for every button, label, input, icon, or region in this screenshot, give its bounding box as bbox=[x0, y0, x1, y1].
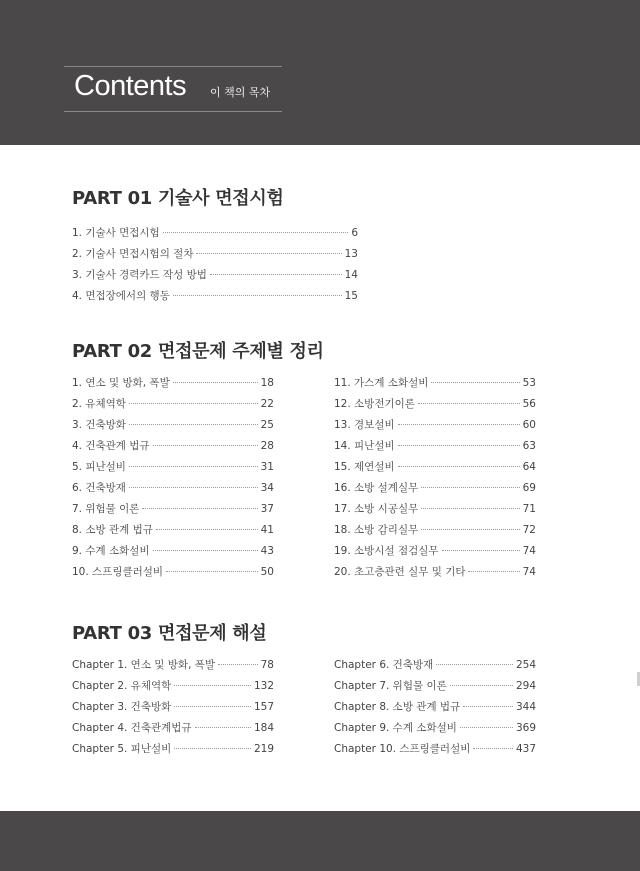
toc-entry-page: 437 bbox=[515, 743, 536, 755]
dot-leader bbox=[174, 706, 251, 707]
toc-entry[interactable] bbox=[72, 478, 274, 499]
toc-entry-text: 16. 소방 설계실무 bbox=[334, 482, 419, 494]
toc-entry[interactable] bbox=[334, 562, 536, 583]
part-03-left-list bbox=[72, 655, 274, 760]
toc-entry[interactable] bbox=[72, 436, 274, 457]
toc-entry[interactable] bbox=[334, 655, 536, 676]
toc-entry-text: Chapter 5. 피난설비 bbox=[72, 743, 172, 755]
toc-entry-text: 8. 소방 관계 법규 bbox=[72, 524, 153, 536]
dot-leader bbox=[442, 550, 520, 551]
toc-entry[interactable] bbox=[72, 457, 274, 478]
toc-entry-text: Chapter 7. 위험물 이론 bbox=[334, 680, 447, 692]
toc-entry-page: 74 bbox=[522, 566, 536, 578]
toc-entry-text: 1. 기술사 면접시험 bbox=[72, 227, 160, 239]
contents-title-box bbox=[64, 66, 282, 112]
dot-leader bbox=[418, 403, 520, 404]
toc-entry[interactable] bbox=[334, 478, 536, 499]
toc-entry-page: 69 bbox=[522, 482, 536, 494]
toc-entry-page: 22 bbox=[260, 398, 274, 410]
toc-entry-page: 14 bbox=[344, 269, 358, 281]
dot-leader bbox=[173, 295, 342, 296]
toc-entry-page: 219 bbox=[253, 743, 274, 755]
toc-entry[interactable] bbox=[334, 499, 536, 520]
toc-entry-text: 3. 기술사 경력카드 작성 방법 bbox=[72, 269, 207, 281]
toc-entry[interactable] bbox=[72, 562, 274, 583]
toc-entry-page: 13 bbox=[344, 248, 358, 260]
toc-entry-text: 10. 스프링클러설비 bbox=[72, 566, 164, 578]
footer-band bbox=[0, 811, 640, 871]
toc-entry[interactable] bbox=[72, 499, 274, 520]
toc-entry-text: Chapter 9. 수계 소화설비 bbox=[334, 722, 457, 734]
dot-leader bbox=[174, 748, 251, 749]
dot-leader bbox=[153, 445, 258, 446]
toc-entry-page: 56 bbox=[522, 398, 536, 410]
toc-entry[interactable] bbox=[334, 541, 536, 562]
toc-entry-text: 19. 소방시설 점검실무 bbox=[334, 545, 439, 557]
toc-entry-text: Chapter 2. 유체역학 bbox=[72, 680, 172, 692]
dot-leader bbox=[210, 274, 342, 275]
toc-entry-text: Chapter 6. 건축방재 bbox=[334, 659, 434, 671]
toc-entry-text: 1. 연소 및 방화, 폭발 bbox=[72, 377, 170, 389]
dot-leader bbox=[174, 685, 251, 686]
dot-leader bbox=[163, 232, 349, 233]
toc-entry[interactable] bbox=[72, 697, 274, 718]
toc-entry-page: 41 bbox=[260, 524, 274, 536]
toc-entry-page: 18 bbox=[260, 377, 274, 389]
toc-entry[interactable] bbox=[72, 223, 358, 244]
toc-entry-page: 184 bbox=[253, 722, 274, 734]
toc-entry-page: 50 bbox=[260, 566, 274, 578]
toc-entry-text: Chapter 10. 스프링클러설비 bbox=[334, 743, 471, 755]
dot-leader bbox=[129, 403, 258, 404]
toc-entry[interactable] bbox=[334, 436, 536, 457]
dot-leader bbox=[436, 664, 513, 665]
toc-entry[interactable] bbox=[334, 415, 536, 436]
dot-leader bbox=[421, 529, 519, 530]
toc-entry-page: 25 bbox=[260, 419, 274, 431]
dot-leader bbox=[166, 571, 258, 572]
toc-entry-page: 37 bbox=[260, 503, 274, 515]
toc-entry-text: Chapter 8. 소방 관계 법규 bbox=[334, 701, 461, 713]
dot-leader bbox=[129, 487, 258, 488]
toc-entry[interactable] bbox=[334, 520, 536, 541]
toc-entry-page: 254 bbox=[515, 659, 536, 671]
toc-entry-text: 2. 기술사 면접시험의 절차 bbox=[72, 248, 194, 260]
dot-leader bbox=[468, 571, 519, 572]
toc-entry-text: 14. 피난설비 bbox=[334, 440, 395, 452]
part-02-left-list bbox=[72, 373, 274, 583]
toc-entry[interactable] bbox=[334, 373, 536, 394]
dot-leader bbox=[196, 253, 341, 254]
toc-entry[interactable] bbox=[72, 655, 274, 676]
toc-entry-text: 6. 건축방재 bbox=[72, 482, 126, 494]
toc-entry-page: 344 bbox=[515, 701, 536, 713]
toc-entry[interactable] bbox=[72, 373, 274, 394]
toc-entry-text: 20. 초고층관련 실무 및 기타 bbox=[334, 566, 466, 578]
part-03-title: PART 03 면접문제 해설 bbox=[72, 623, 267, 644]
toc-entry-text: 18. 소방 감리실무 bbox=[334, 524, 419, 536]
toc-entry[interactable] bbox=[334, 697, 536, 718]
dot-leader bbox=[173, 382, 258, 383]
dot-leader bbox=[450, 685, 513, 686]
toc-entry-page: 74 bbox=[522, 545, 536, 557]
dot-leader bbox=[398, 466, 520, 467]
dot-leader bbox=[195, 727, 251, 728]
dot-leader bbox=[463, 706, 513, 707]
part-01-list bbox=[72, 223, 358, 307]
dot-leader bbox=[473, 748, 513, 749]
toc-entry-page: 72 bbox=[522, 524, 536, 536]
dot-leader bbox=[398, 445, 520, 446]
dot-leader bbox=[156, 529, 258, 530]
toc-entry[interactable] bbox=[72, 286, 358, 307]
toc-entry-page: 132 bbox=[253, 680, 274, 692]
toc-entry-page: 31 bbox=[260, 461, 274, 473]
toc-entry-text: Chapter 3. 건축방화 bbox=[72, 701, 172, 713]
part-01-title: PART 01 기술사 면접시험 bbox=[72, 188, 284, 209]
toc-entry[interactable] bbox=[72, 718, 274, 739]
toc-entry[interactable] bbox=[334, 457, 536, 478]
toc-entry[interactable] bbox=[72, 541, 274, 562]
dot-leader bbox=[129, 466, 258, 467]
toc-entry[interactable] bbox=[72, 676, 274, 697]
toc-entry[interactable] bbox=[72, 739, 274, 760]
page-title: Contents bbox=[74, 70, 187, 102]
toc-entry[interactable] bbox=[72, 394, 274, 415]
toc-entry-text: 7. 위험물 이론 bbox=[72, 503, 140, 515]
toc-entry-text: 5. 피난설비 bbox=[72, 461, 126, 473]
toc-entry-page: 6 bbox=[351, 227, 358, 239]
part-02-title: PART 02 면접문제 주제별 정리 bbox=[72, 341, 324, 362]
dot-leader bbox=[153, 550, 258, 551]
toc-entry-text: 11. 가스계 소화설비 bbox=[334, 377, 429, 389]
toc-entry[interactable] bbox=[334, 718, 536, 739]
dot-leader bbox=[398, 424, 520, 425]
toc-entry-page: 157 bbox=[253, 701, 274, 713]
toc-entry-text: 15. 제연설비 bbox=[334, 461, 395, 473]
toc-entry-page: 60 bbox=[522, 419, 536, 431]
toc-entry-page: 63 bbox=[522, 440, 536, 452]
part-03-right-list bbox=[334, 655, 536, 760]
part-02-right-list bbox=[334, 373, 536, 583]
toc-entry-page: 64 bbox=[522, 461, 536, 473]
toc-entry[interactable] bbox=[72, 520, 274, 541]
toc-entry-page: 294 bbox=[515, 680, 536, 692]
toc-entry-page: 43 bbox=[260, 545, 274, 557]
toc-entry[interactable] bbox=[72, 265, 358, 286]
toc-entry-page: 369 bbox=[515, 722, 536, 734]
dot-leader bbox=[129, 424, 258, 425]
dot-leader bbox=[142, 508, 257, 509]
toc-entry-page: 15 bbox=[344, 290, 358, 302]
dot-leader bbox=[460, 727, 513, 728]
toc-entry-page: 28 bbox=[260, 440, 274, 452]
toc-entry-page: 78 bbox=[260, 659, 274, 671]
page-subtitle: 이 책의 목차 bbox=[210, 86, 271, 99]
toc-entry-page: 34 bbox=[260, 482, 274, 494]
toc-entry-text: 12. 소방전기이론 bbox=[334, 398, 415, 410]
toc-entry-text: Chapter 1. 연소 및 방화, 폭발 bbox=[72, 659, 216, 671]
dot-leader bbox=[421, 508, 519, 509]
toc-entry-page: 71 bbox=[522, 503, 536, 515]
toc-entry[interactable] bbox=[72, 415, 274, 436]
toc-entry-page: 53 bbox=[522, 377, 536, 389]
toc-entry[interactable] bbox=[334, 739, 536, 760]
dot-leader bbox=[421, 487, 519, 488]
toc-entry-text: 4. 건축관계 법규 bbox=[72, 440, 150, 452]
toc-entry-text: 4. 면접장에서의 행동 bbox=[72, 290, 170, 302]
toc-entry-text: 13. 경보설비 bbox=[334, 419, 395, 431]
toc-entry[interactable] bbox=[334, 394, 536, 415]
toc-entry[interactable] bbox=[72, 244, 358, 265]
toc-entry-text: 2. 유체역학 bbox=[72, 398, 126, 410]
toc-entry-text: 9. 수계 소화설비 bbox=[72, 545, 150, 557]
dot-leader bbox=[431, 382, 519, 383]
toc-entry-text: 3. 건축방화 bbox=[72, 419, 126, 431]
toc-entry-text: Chapter 4. 건축관계법규 bbox=[72, 722, 192, 734]
toc-entry[interactable] bbox=[334, 676, 536, 697]
toc-entry-text: 17. 소방 시공실무 bbox=[334, 503, 419, 515]
dot-leader bbox=[218, 664, 258, 665]
